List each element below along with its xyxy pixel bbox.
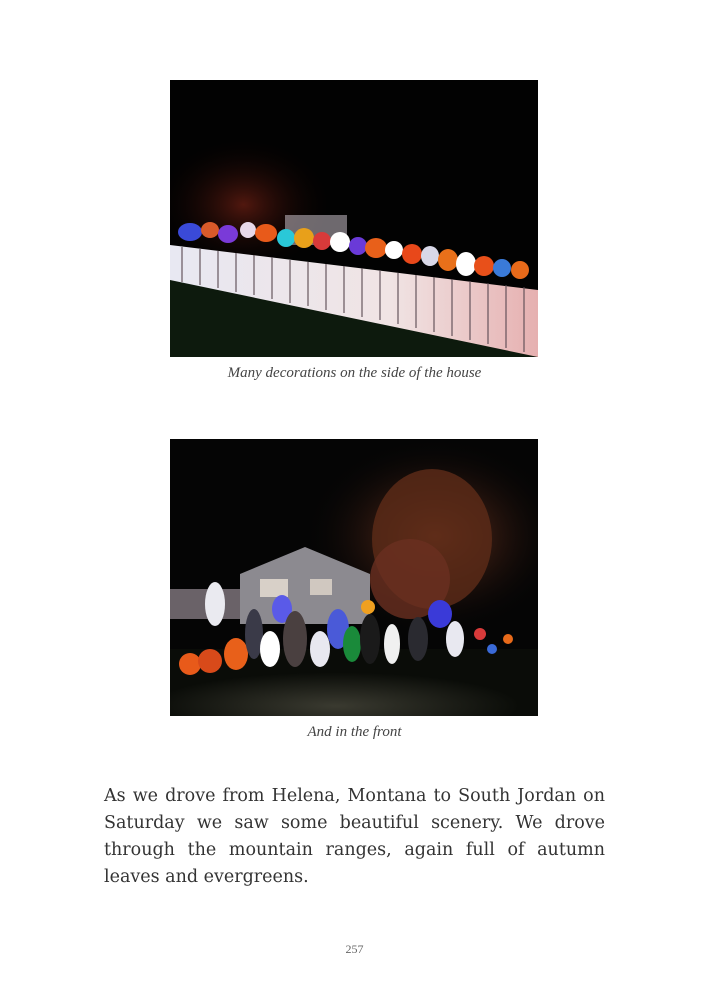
photo-side-decorations-image <box>170 80 538 357</box>
body-paragraph: As we drove from Helena, Montana to South Jordan on Saturday we saw some beautiful scenery. We drove through the mountain ranges, again full of autumn leaves and evergreens. <box>104 786 605 887</box>
photo-front-decorations <box>170 439 538 716</box>
page-number: 257 <box>345 942 364 956</box>
figure-caption: Many decorations on the side of the house <box>227 365 482 381</box>
photo-side-decorations <box>170 80 538 357</box>
photo-front-decorations-image <box>170 439 538 716</box>
figure-caption: And in the front <box>307 724 402 740</box>
